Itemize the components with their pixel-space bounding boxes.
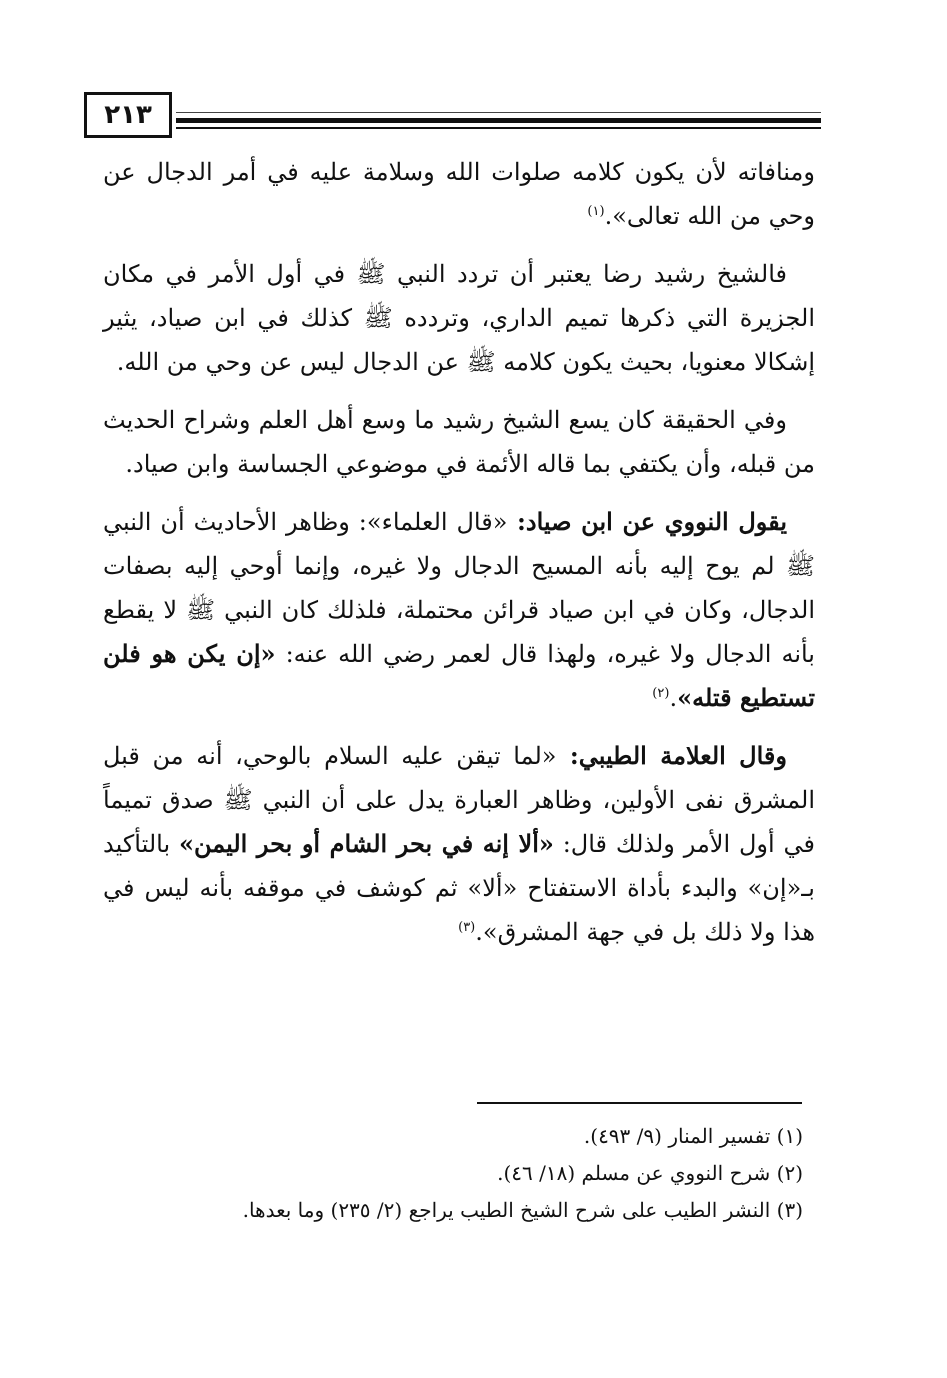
- paragraph-1: [103, 150, 815, 238]
- quote-text: «لما تيقن عليه السلام بالوحي، أنه من قبل المشرق نفى الأولين، وظاهر العبارة يدل على أن النبي ﷺ صدق تميماً في أول الأمر ولذلك قال:: [103, 742, 815, 858]
- header-rule-thick: [176, 118, 821, 123]
- paragraph-4: [103, 500, 815, 720]
- main-text: [103, 150, 815, 968]
- speaker-lead: وقال العلامة الطيبي:: [556, 741, 787, 770]
- paragraph-3: [103, 398, 815, 486]
- footnotes: [103, 1118, 803, 1229]
- quote-text: «قال العلماء»: وظاهر الأحاديث أن النبي ﷺ لم يوح إليه بأنه المسيح الدجال ولا غيره، وإنما أوحي إليه بصفات الدجال، وكان في ابن صياد قرائن محتملة، فلذلك كان النبي ﷺ لا يقطع بأنه الدجال ولا غيره، ولهذا قال لعمر رضي الله عنه:: [103, 508, 815, 668]
- hadith-quote: «إن يكن هو فلن تستطيع قتله»: [103, 639, 815, 712]
- header-rule-thin: [176, 127, 821, 129]
- quote-text: بالتأكيد بـ«إن» والبدء بأداة الاستفتاح «ألا» ثم كوشف في موقفه بأنه ليس في هذا ولا ذلك بل في جهة المشرق».: [103, 830, 815, 946]
- footnote-ref: (١): [587, 204, 605, 219]
- footnote-ref: (٣): [458, 920, 476, 935]
- footnote-3: (٣) النشر الطيب على شرح الشيخ الطيب يراجع (٢/ ٢٣٥) وما بعدها.: [242, 1198, 803, 1222]
- paragraph-text: ومنافاته لأن يكون كلامه صلوات الله وسلامة عليه في أمر الدجال عن وحي من الله تعالى».: [103, 158, 815, 230]
- footnote-ref: (٢): [652, 686, 670, 701]
- footnote-2: (٢) شرح النووي عن مسلم (١٨/ ٤٦).: [497, 1161, 803, 1185]
- header-rule-top: [176, 112, 821, 113]
- paragraph-2: [103, 252, 815, 384]
- paragraph-text: وفي الحقيقة كان يسع الشيخ رشيد ما وسع أهل العلم وشراح الحديث من قبله، وأن يكتفي بما قاله الأئمة في موضوعي الجساسة وابن صياد.: [103, 406, 815, 478]
- page-number: ٢١٣: [84, 92, 172, 138]
- footnote-separator: [477, 1102, 802, 1104]
- paragraph-text: فالشيخ رشيد رضا يعتبر أن تردد النبي ﷺ في أول الأمر في مكان الجزيرة التي ذكرها تميم الداري، وتردده ﷺ كذلك في ابن صياد، يثير إشكالا معنويا، بحيث يكون كلامه ﷺ عن الدجال ليس عن وحي من الله.: [103, 260, 815, 376]
- speaker-lead: يقول النووي عن ابن صياد:: [507, 507, 787, 536]
- footnote-1: (١) تفسير المنار (٩/ ٤٩٣).: [583, 1124, 803, 1148]
- punctuation: .: [669, 684, 678, 712]
- paragraph-5: [103, 734, 815, 954]
- hadith-quote: «ألا إنه في بحر الشام أو بحر اليمن»: [178, 829, 554, 858]
